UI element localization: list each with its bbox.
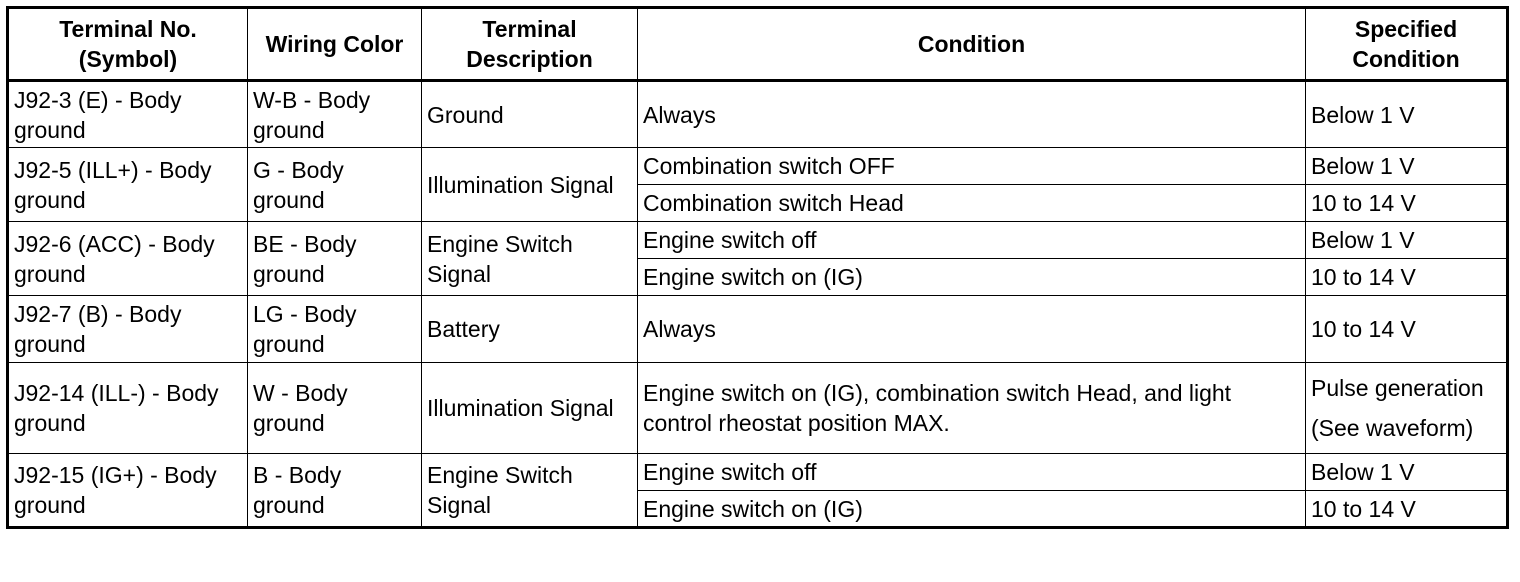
specified-condition-cell: 10 to 14 V bbox=[1306, 185, 1508, 222]
specified-condition-cell: 10 to 14 V bbox=[1306, 296, 1508, 363]
wiring-color-cell: W-B - Body ground bbox=[248, 81, 422, 148]
see-waveform-text: (See waveform) bbox=[1311, 415, 1474, 441]
description-cell: Battery bbox=[422, 296, 638, 363]
table-row bbox=[8, 148, 1508, 185]
description-cell: Illumination Signal bbox=[422, 363, 638, 454]
condition-cell: Engine switch off bbox=[638, 454, 1306, 491]
description-cell: Ground bbox=[422, 81, 638, 148]
header-condition: Condition bbox=[638, 8, 1306, 81]
specified-condition-cell: 10 to 14 V bbox=[1306, 491, 1508, 528]
wiring-color-cell: B - Body ground bbox=[248, 454, 422, 528]
wiring-color-cell: LG - Body ground bbox=[248, 296, 422, 363]
specified-condition-cell: Below 1 V bbox=[1306, 81, 1508, 148]
terminal-cell: J92-7 (B) - Body ground bbox=[8, 296, 248, 363]
specified-condition-cell: Below 1 V bbox=[1306, 222, 1508, 259]
condition-cell: Engine switch off bbox=[638, 222, 1306, 259]
specified-condition-cell: 10 to 14 V bbox=[1306, 259, 1508, 296]
description-cell: Engine Switch Signal bbox=[422, 222, 638, 296]
terminal-cell: J92-15 (IG+) - Body ground bbox=[8, 454, 248, 528]
terminal-spec-table bbox=[6, 6, 1509, 529]
table-row bbox=[8, 454, 1508, 491]
table-row bbox=[8, 81, 1508, 148]
specified-condition-cell: Below 1 V bbox=[1306, 148, 1508, 185]
condition-cell: Always bbox=[638, 296, 1306, 363]
condition-cell: Engine switch on (IG) bbox=[638, 259, 1306, 296]
condition-cell: Combination switch Head bbox=[638, 185, 1306, 222]
table-row bbox=[8, 363, 1508, 454]
terminal-cell: J92-5 (ILL+) - Body ground bbox=[8, 148, 248, 222]
header-terminal-no: Terminal No. (Symbol) bbox=[8, 8, 248, 81]
terminal-cell: J92-6 (ACC) - Body ground bbox=[8, 222, 248, 296]
wiring-color-cell: G - Body ground bbox=[248, 148, 422, 222]
header-row bbox=[8, 8, 1508, 81]
condition-cell: Engine switch on (IG), combination switch Head, and light control rheostat position MAX. bbox=[638, 363, 1306, 454]
wiring-color-cell: BE - Body ground bbox=[248, 222, 422, 296]
table-row bbox=[8, 296, 1508, 363]
wiring-color-cell: W - Body ground bbox=[248, 363, 422, 454]
condition-cell: Always bbox=[638, 81, 1306, 148]
specified-condition-cell bbox=[1306, 363, 1508, 454]
terminal-cell: J92-14 (ILL-) - Body ground bbox=[8, 363, 248, 454]
description-cell: Illumination Signal bbox=[422, 148, 638, 222]
terminal-cell: J92-3 (E) - Body ground bbox=[8, 81, 248, 148]
table-row bbox=[8, 222, 1508, 259]
condition-cell: Combination switch OFF bbox=[638, 148, 1306, 185]
header-wiring-color: Wiring Color bbox=[248, 8, 422, 81]
condition-cell: Engine switch on (IG) bbox=[638, 491, 1306, 528]
specified-condition-cell: Below 1 V bbox=[1306, 454, 1508, 491]
pulse-generation-text: Pulse generation bbox=[1311, 375, 1484, 401]
description-cell: Engine Switch Signal bbox=[422, 454, 638, 528]
header-terminal-description: Terminal Description bbox=[422, 8, 638, 81]
header-specified-condition: Specified Condition bbox=[1306, 8, 1508, 81]
